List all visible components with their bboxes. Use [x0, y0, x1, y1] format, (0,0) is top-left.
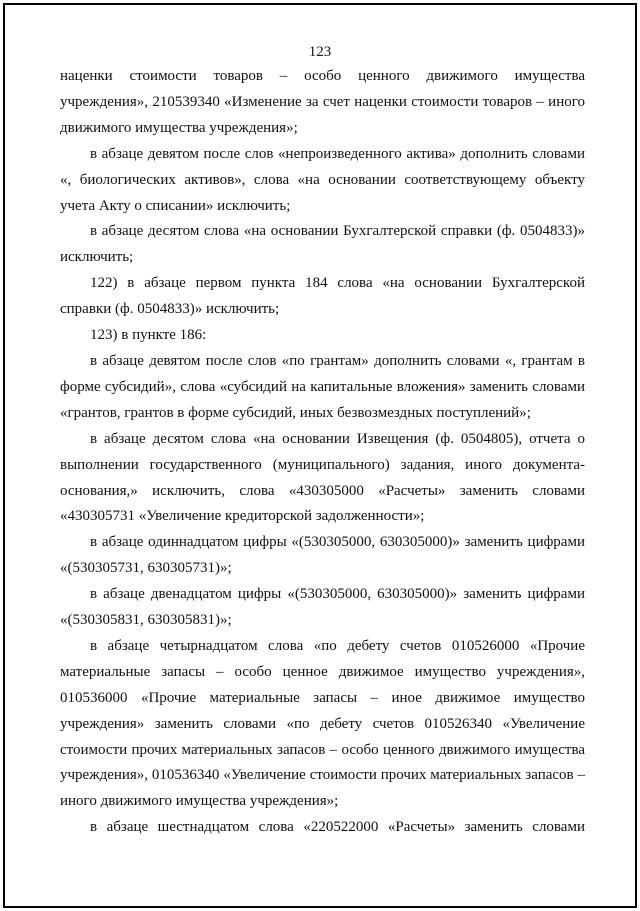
- paragraph: в абзаце десятом слова «на основании Извещения (ф. 0504805), отчета о выполнении государственного (муниципального) задания, иного документа-основания,» исключить, слова «430305000 «Расчеты» заменить словами «430305731 «Увеличение кредиторской задолженности»;: [60, 430, 585, 525]
- page-number: 123: [308, 44, 332, 60]
- paragraph: в абзаце десятом слова «на основании Бухгалтерской справки (ф. 0504833)» исключить;: [60, 223, 585, 266]
- paragraph: 122) в абзаце первом пункта 184 слова «на основании Бухгалтерской справки (ф. 0504833)» исключить;: [60, 275, 585, 318]
- document-body: [60, 64, 585, 841]
- paragraph: в абзаце одиннадцатом цифры «(530305000, 630305000)» заменить цифрами «(530305731, 630305731)»;: [60, 534, 585, 577]
- paragraph: в абзаце шестнадцатом слова «220522000 «Расчеты» заменить словами: [90, 819, 585, 836]
- paragraph: в абзаце четырнадцатом слова «по дебету счетов 010526000 «Прочие материальные запасы – особо ценное движимое имущество учреждения», 010536000 «Прочие материальные запасы – иное движимое имущество учреждения» заменить словами «по дебету счетов 010526340 «Увеличение стоимости прочих материальных запасов – особо ценного движимого имущества учреждения», 010536340 «Увеличение стоимости прочих материальных запасов – иного движимого имущества учреждения»;: [60, 637, 585, 810]
- paragraph: в абзаце девятом после слов «непроизведенного актива» дополнить словами «, биологических активов», слова «на основании соответствующему объекту учета Акту о списании» исключить;: [60, 145, 585, 214]
- paragraph: 123) в пункте 186:: [90, 327, 207, 344]
- paragraph: в абзаце девятом после слов «по грантам» дополнить словами «, грантам в форме субсидий», слова «субсидий на капитальные вложения» заменить словами «грантов, грантов в форме субсидий, иных безвозмездных поступлений»;: [60, 352, 585, 421]
- paragraph: в абзаце двенадцатом цифры «(530305000, 630305000)» заменить цифрами «(530305831, 630305831)»;: [60, 586, 585, 629]
- paragraph: наценки стоимости товаров – особо ценного движимого имущества учреждения», 210539340 «Изменение за счет наценки стоимости товаров – иного движимого имущества учреждения»;: [60, 68, 585, 136]
